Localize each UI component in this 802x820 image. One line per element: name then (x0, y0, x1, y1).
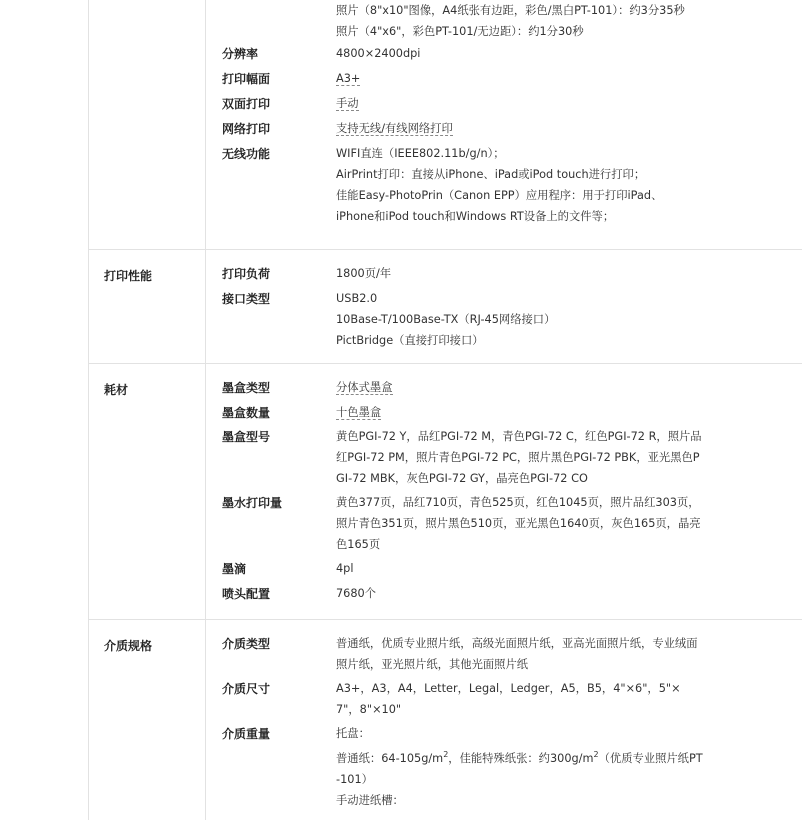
spec-value-line: USB2.0 (336, 292, 378, 305)
spec-value-text: 黄色PGI-72 Y，品红PGI-72 M，青色PGI-72 C，红色PGI-72 R，照片品红PGI-72 PM，照片青色PGI-72 PC，照片黑色PGI-72 PBK，亚光黑色PGI-72 MBK，灰色PGI-72 GY，晶亮色PGI-72 CO (336, 430, 702, 485)
spec-row-media-weight (222, 723, 802, 811)
spec-label: 打印负荷 (222, 267, 271, 281)
spec-label: 墨盒类型 (222, 381, 271, 395)
section-body-print-basic (206, 0, 802, 249)
spec-label: 介质重量 (222, 727, 271, 741)
spec-value-line: WIFI直连（IEEE802.11b/g/n）； (336, 147, 505, 160)
spec-value-text: 普通纸，优质专业照片纸，高级光面照片纸，亚高光面照片纸，专业绒面照片纸，亚光照片纸，其他光面照片纸 (336, 637, 698, 671)
spec-value-line: PictBridge（直接打印接口） (336, 334, 484, 347)
spec-value-line: 10Base-T/100Base-TX（RJ-45网络接口） (336, 313, 556, 326)
spec-value-line: iPhone和iPod touch和Windows RT设备上的文件等； (336, 210, 615, 223)
spec-label: 分辨率 (222, 47, 259, 61)
spec-value-line: 手动进纸槽： (336, 793, 404, 807)
spec-label: 墨盒型号 (222, 430, 271, 444)
spec-label: 接口类型 (222, 292, 271, 306)
spec-row-cartridge-count (222, 402, 802, 424)
section-consumables (89, 364, 802, 620)
spec-row-droplet (222, 558, 802, 580)
spec-value-text: 黄色377页，品红710页，青色525页，红色1045页，照片品红303页，照片青色351页，照片黑色510页，亚光黑色1640页，灰色165页，晶亮色165页 (336, 496, 701, 551)
section-print-basic (89, 0, 802, 250)
spec-row-network (222, 118, 802, 140)
spec-row-print-speed (222, 0, 802, 42)
spec-label: 墨水打印量 (222, 496, 283, 510)
spec-label: 墨滴 (222, 562, 247, 576)
section-title-empty (89, 0, 206, 249)
spec-label: 网络打印 (222, 122, 271, 136)
spec-value-text: 普通纸：$64-105g/m^2$，佳能特殊纸张：约$300g/m^2$（优质专业照片纸PT-101） (336, 750, 703, 786)
spec-row-duplex (222, 93, 802, 115)
section-media (89, 620, 802, 820)
spec-table (88, 0, 802, 820)
spec-row-ink-yield (222, 492, 802, 555)
spec-row-media-size (222, 678, 802, 720)
spec-label: 打印幅面 (222, 72, 271, 86)
spec-row-wireless (222, 143, 802, 227)
spec-row-print-size (222, 68, 802, 90)
spec-row-interface (222, 288, 802, 351)
section-print-performance (89, 250, 802, 364)
section-title: 耗材 (89, 364, 206, 619)
spec-link[interactable]: 分体式墨盒 (336, 381, 393, 394)
spec-link[interactable]: 手动 (336, 97, 359, 110)
section-title: 打印性能 (89, 250, 206, 363)
spec-label: 介质类型 (222, 637, 271, 651)
spec-value-line: 佳能Easy-PhotoPrin（Canon EPP）应用程序：用于打印iPad、 (336, 189, 663, 202)
spec-value-line: AirPrint打印：直接从iPhone、iPad或iPod touch进行打印； (336, 168, 646, 181)
spec-label: 无线功能 (222, 147, 271, 161)
spec-value-line: 1800页/年 (336, 267, 392, 280)
spec-value-line: 照片（8"x10"图像，A4纸张有边距，彩色/黑白PT-101）：约3分35秒 (336, 4, 685, 17)
spec-link[interactable]: A3+ (336, 72, 361, 85)
spec-value-line: 4pl (336, 562, 354, 575)
spec-row-cartridge-type (222, 377, 802, 399)
spec-row-resolution (222, 43, 802, 65)
section-title: 介质规格 (89, 620, 206, 820)
spec-link[interactable]: 支持无线/有线网络打印 (336, 122, 453, 135)
spec-value-text: A3+，A3，A4，Letter，Legal，Ledger，A5，B5，4"×6"，5"×7"，8"×10" (336, 682, 681, 716)
spec-label: 喷头配置 (222, 587, 271, 601)
spec-row-cartridge-model (222, 426, 802, 489)
spec-value-line: 照片（4"x6"，彩色PT-101/无边距）：约1分30秒 (336, 25, 584, 38)
spec-label: 双面打印 (222, 97, 271, 111)
spec-value-line: 托盘： (336, 727, 370, 740)
spec-label: 介质尺寸 (222, 682, 271, 696)
spec-row-media-type (222, 633, 802, 675)
spec-row-duty (222, 263, 802, 285)
spec-link[interactable]: 十色墨盒 (336, 406, 382, 419)
spec-label: 墨盒数量 (222, 406, 271, 420)
spec-row-nozzles (222, 583, 802, 605)
spec-value-line: 7680个 (336, 587, 377, 600)
spec-value-line: 4800×2400dpi (336, 47, 421, 60)
